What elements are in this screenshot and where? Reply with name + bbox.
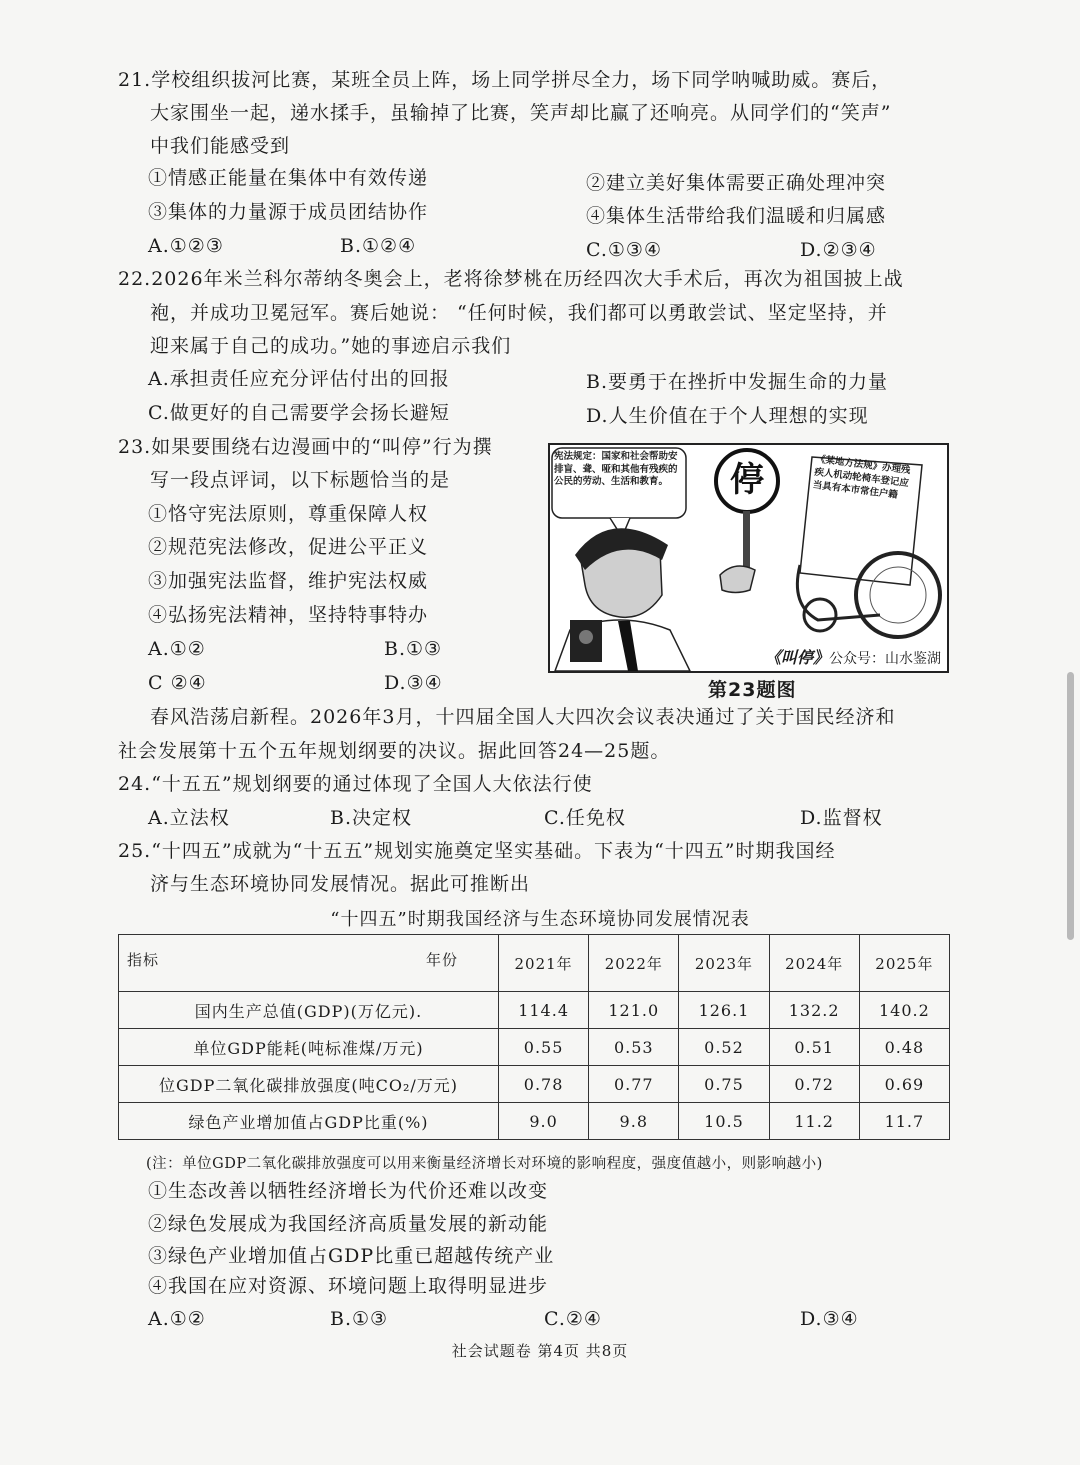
data-table <box>118 934 950 1140</box>
comic-caption-source: 公众号：山水鉴湖 <box>829 651 941 667</box>
comic-caption <box>765 645 941 668</box>
table-cell: 0.72 <box>769 1066 859 1103</box>
comic-illustration <box>548 443 949 673</box>
q24-option-a: A.立法权 <box>148 807 230 829</box>
table-cell: 0.75 <box>679 1066 769 1103</box>
q22-option-b: B.要勇于在挫折中发掘生命的力量 <box>586 371 889 393</box>
q23-item-1: ①恪守宪法原则，尊重保障人权 <box>148 503 429 525</box>
corner-indicator-label: 指标 <box>127 951 160 969</box>
q22-stem-line-3: 迎来属于自己的成功。”她的事迹启示我们 <box>150 335 512 357</box>
year-header: 2023年 <box>679 935 769 992</box>
intro-line-1: 春风浩荡启新程。2026年3月，十四届全国人大四次会议表决通过了关于国民经济和 <box>150 706 896 728</box>
year-header: 2025年 <box>859 935 949 992</box>
q23-option-c: C ②④ <box>148 672 207 694</box>
table-corner-cell <box>119 935 499 992</box>
q25-option-a: A.①② <box>148 1308 206 1330</box>
table-cell: 0.77 <box>589 1066 679 1103</box>
year-header: 2021年 <box>499 935 589 992</box>
person-hand <box>720 566 755 593</box>
table-cell: 9.0 <box>499 1103 589 1140</box>
table-cell: 9.8 <box>589 1103 679 1140</box>
q25-option-b: B.①③ <box>330 1308 389 1330</box>
q21-option-b: B.①②④ <box>340 235 417 257</box>
q25-option-d: D.③④ <box>800 1308 859 1330</box>
table-cell: 11.2 <box>769 1103 859 1140</box>
q23-option-b: B.①③ <box>384 638 443 660</box>
row-label: 国内生产总值(GDP)(万亿元). <box>119 992 499 1029</box>
q23-stem-line-1: 23.如果要围绕右边漫画中的“叫停”行为撰 <box>118 436 493 458</box>
table-cell: 0.53 <box>589 1029 679 1066</box>
q21-item-3: ③集体的力量源于成员团结协作 <box>148 201 429 223</box>
table-cell: 132.2 <box>769 992 859 1029</box>
national-emblem-icon <box>579 630 593 644</box>
q21-option-a: A.①②③ <box>148 235 224 257</box>
q25-item-4: ④我国在应对资源、环境问题上取得明显进步 <box>148 1275 549 1297</box>
q22-option-a: A.承担责任应充分评估付出的回报 <box>148 368 450 390</box>
q22-stem-line-2: 袍，并成功卫冕冠军。赛后她说： “任何时候，我们都可以勇敢尝试、坚定坚持，并 <box>150 302 888 324</box>
table-row <box>119 1029 950 1066</box>
row-label: 单位GDP能耗(吨标准煤/万元) <box>119 1029 499 1066</box>
q23-stem-line-2: 写一段点评词，以下标题恰当的是 <box>150 469 451 491</box>
q23-option-a: A.①② <box>148 638 206 660</box>
table-cell: 0.48 <box>859 1029 949 1066</box>
table-cell: 0.51 <box>769 1029 859 1066</box>
year-header: 2022年 <box>589 935 679 992</box>
year-header: 2024年 <box>769 935 859 992</box>
q23-item-2: ②规范宪法修改，促进公平正义 <box>148 536 429 558</box>
q21-option-c: C.①③④ <box>586 239 662 261</box>
stop-sign-text: 停 <box>730 460 764 500</box>
q25-item-1: ①生态改善以牺牲经济增长为代价还难以改变 <box>148 1180 549 1202</box>
table-cell: 11.7 <box>859 1103 949 1140</box>
q21-item-4: ④集体生活带给我们温暖和归属感 <box>586 205 887 227</box>
q22-option-c: C.做更好的自己需要学会扬长避短 <box>148 402 450 424</box>
table-cell: 10.5 <box>679 1103 769 1140</box>
q24-option-b: B.决定权 <box>330 807 413 829</box>
corner-year-label: 年份 <box>425 951 458 969</box>
q22-option-d: D.人生价值在于个人理想的实现 <box>586 405 869 427</box>
comic-document-text: 《某地方法规》办理残疾人机动轮椅车登记应当具有本市常住户籍 <box>812 453 911 501</box>
table-cell: 121.0 <box>589 992 679 1029</box>
q23-option-d: D.③④ <box>384 672 443 694</box>
table-cell: 126.1 <box>679 992 769 1029</box>
intro-line-2: 社会发展第十五个五年规划纲要的决议。据此回答24—25题。 <box>118 740 671 762</box>
page-footer: 社会试题卷 第4页 共8页 <box>451 1342 629 1360</box>
table-cell: 0.69 <box>859 1066 949 1103</box>
table-cell: 114.4 <box>499 992 589 1029</box>
table-note: (注：单位GDP二氧化碳排放强度可以用来衡量经济增长对环境的影响程度，强度值越小，则影响越小) <box>146 1156 823 1172</box>
scrollbar-thumb[interactable] <box>1067 672 1074 940</box>
q25-stem-line-1: 25.“十四五”成就为“十五五”规划实施奠定坚实基础。下表为“十四五”时期我国经 <box>118 840 836 862</box>
table-header-row <box>119 935 950 992</box>
q21-stem-line-3: 中我们能感受到 <box>150 135 291 157</box>
table-cell: 0.55 <box>499 1029 589 1066</box>
row-label: 绿色产业增加值占GDP比重(%) <box>119 1103 499 1140</box>
row-label: 位GDP二氧化碳排放强度(吨CO₂/万元) <box>119 1066 499 1103</box>
q25-item-3: ③绿色产业增加值占GDP比重已超越传统产业 <box>148 1245 555 1267</box>
q25-stem-line-2: 济与生态环境协同发展情况。据此可推断出 <box>150 873 531 895</box>
table-cell: 140.2 <box>859 992 949 1029</box>
q24-option-d: D.监督权 <box>800 807 883 829</box>
q21-item-2: ②建立美好集体需要正确处理冲突 <box>586 172 887 194</box>
q24-stem: 24.“十五五”规划纲要的通过体现了全国人大依法行使 <box>118 773 593 795</box>
comic-bubble-text: 宪法规定：国家和社会帮助安排盲、聋、哑和其他有残疾的公民的劳动、生活和教育。 <box>554 451 678 487</box>
q25-option-c: C.②④ <box>544 1308 602 1330</box>
stop-sign-pole <box>743 511 750 571</box>
q21-stem-line-1: 21.学校组织拔河比赛，某班全员上阵，场上同学拼尽全力，场下同学呐喊助威。赛后， <box>118 69 892 91</box>
q23-item-3: ③加强宪法监督，维护宪法权威 <box>148 570 429 592</box>
table-row <box>119 992 950 1029</box>
q22-stem-line-1: 22.2026年米兰科尔蒂纳冬奥会上，老将徐梦桃在历经四次大手术后，再次为祖国披上战 <box>118 268 904 290</box>
table-cell: 0.78 <box>499 1066 589 1103</box>
q21-stem-line-2: 大家围坐一起，递水揉手，虽输掉了比赛，笑声却比赢了还响亮。从同学们的“笑声” <box>150 102 892 124</box>
q25-item-2: ②绿色发展成为我国经济高质量发展的新动能 <box>148 1213 549 1235</box>
figure-label: 第23题图 <box>708 679 797 701</box>
q24-option-c: C.任免权 <box>544 807 626 829</box>
comic-caption-title: 《叫停》 <box>764 648 829 667</box>
q21-option-d: D.②③④ <box>800 239 877 261</box>
q21-item-1: ①情感正能量在集体中有效传递 <box>148 167 429 189</box>
table-row <box>119 1066 950 1103</box>
table-title: “十四五”时期我国经济与生态环境协同发展情况表 <box>330 909 750 930</box>
table-row <box>119 1103 950 1140</box>
table-cell: 0.52 <box>679 1029 769 1066</box>
q23-item-4: ④弘扬宪法精神，坚持特事特办 <box>148 604 429 626</box>
